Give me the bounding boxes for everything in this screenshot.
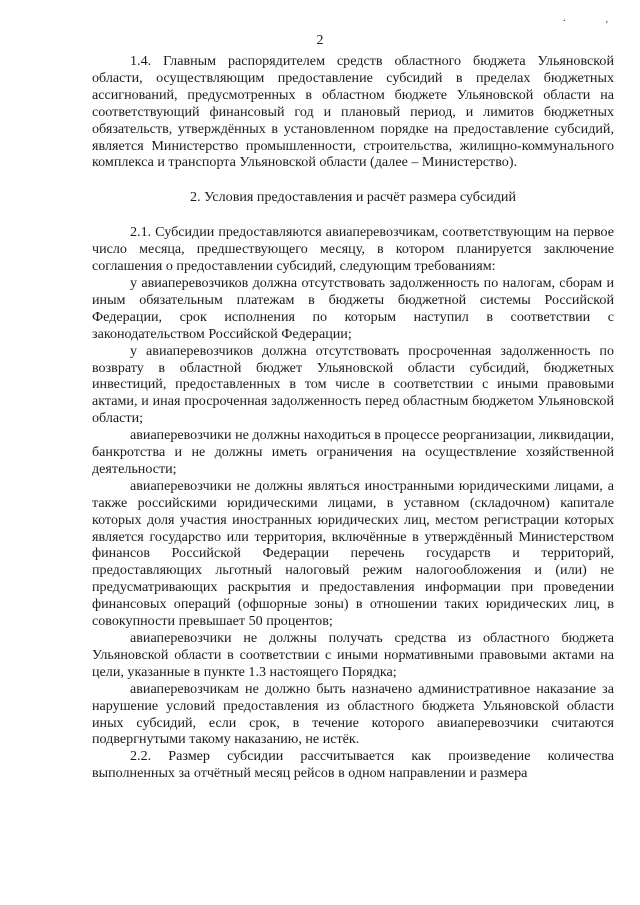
paragraph-2-2: 2.2. Размер субсидии рассчитывается как произведение количества выполненных за отчётный месяц рейсов в одном направлении и размера	[92, 748, 614, 782]
document-body	[92, 53, 614, 782]
requirement-no-reorganization: авиаперевозчики не должны находиться в процессе реорганизации, ликвидации, банкротства и не должны иметь ограничения на осуществление хозяйственной деятельности;	[92, 427, 614, 477]
scan-mark-dot: .	[563, 13, 566, 24]
requirement-no-penalty: авиаперевозчикам не должно быть назначено административное наказание за нарушение условий предоставления из областного бюджета Ульяновской области иных субсидий, если срок, в течение которого авиаперевозчики считаются подвергнутыми такому наказанию, не истёк.	[92, 680, 614, 748]
requirement-not-foreign-entity: авиаперевозчики не должны являться иностранными юридическими лицами, а также российскими юридическими лицами, в уставном (складочном) капитале которых доля участия иностранных юридических лиц, местом регистрации которых является государство или территория, включённые в утверждённый Министерством финансов Российской Федерации перечень государств и территорий, предоставляющих льготный налоговый режим налогообложения и (или) не предусматривающих раскрытия и предоставления информации при проведении финансовых операций (офшорные зоны) в отношении таких юридических лиц, в совокупности превышает 50 процентов;	[92, 477, 614, 630]
paragraph-1-4: 1.4. Главным распорядителем средств областного бюджета Ульяновской области, осуществляющим предоставление субсидий в пределах бюджетных ассигнований, предусмотренных в областном бюджете Ульяновской области на соответствующий финансовый год и плановый период, и лимитов бюджетных обязательств, утверждённых в установленном порядке на предоставление субсидий, является Министерство промышленности, строительства, жилищно-коммунального комплекса и транспорта Ульяновской области (далее – Министерство).	[92, 53, 614, 171]
page-number: 2	[316, 33, 324, 48]
section-heading: 2. Условия предоставления и расчёт размера субсидий	[189, 189, 517, 206]
paragraph-2-1: 2.1. Субсидии предоставляются авиаперевозчикам, соответствующим на первое число месяца, предшествующего месяцу, в котором планируется заключение соглашения о предоставлении субсидий, следующим требованиям:	[92, 224, 614, 275]
requirement-no-overdue-debt: у авиаперевозчиков должна отсутствовать просроченная задолженность по возврату в областной бюджет Ульяновской области субсидий, бюджетных инвестиций, предоставленных в том числе в соответствии с иными правовыми актами, и иная просроченная задолженность перед областным бюджетом Ульяновской области;	[92, 342, 614, 427]
requirement-no-other-funds: авиаперевозчики не должны получать средства из областного бюджета Ульяновской области в соответствии с иными нормативными правовыми актами на цели, указанные в пункте 1.3 настоящего Порядка;	[92, 630, 614, 680]
scan-mark-tick: '	[606, 20, 608, 31]
requirement-no-tax-debt: у авиаперевозчиков должна отсутствовать задолженность по налогам, сборам и иным обязательным платежам в бюджеты бюджетной системы Российской Федерации, срок исполнения по которым наступил в соответствии с законодательством Российской Федерации;	[92, 274, 614, 342]
